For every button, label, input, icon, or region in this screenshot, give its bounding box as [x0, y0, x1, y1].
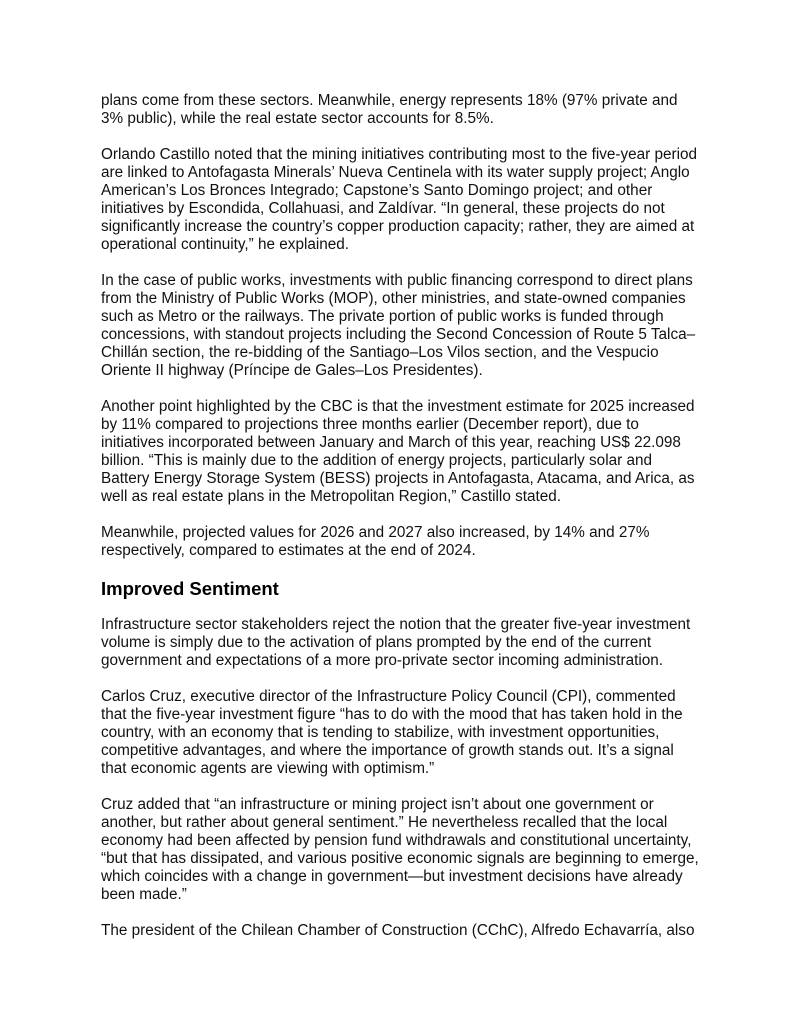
- paragraph-projections-2026-2027: Meanwhile, projected values for 2026 and 2027 also increased, by 14% and 27% respectively, compared to estimates at the end of 2024.: [101, 524, 650, 559]
- paragraph-mining-initiatives: Orlando Castillo noted that the mining initiatives contributing most to the five-year period are linked to Antofagasta Minerals’ Nueva Centinela with its water supply project; Anglo American’s Los Bronces Integrado; Capstone’s Santo Domingo project; and other initiatives by Escondida, Collahuasi, and Zaldívar. “In general, these projects do not significantly increase the country’s copper production capacity; rather, they are aimed at operational continuity,” he explained.: [101, 146, 698, 253]
- paragraph-carlos-cruz: Carlos Cruz, executive director of the Infrastructure Policy Council (CPI), commented that the five-year investment figure “has to do with the mood that has taken hold in the country, with an economy that is tending to stabilize, with investment opportunities, competitive advantages, and where the importance of growth stands out. It’s a signal that economic agents are viewing with optimism.”: [101, 688, 683, 777]
- article-body: [101, 92, 701, 958]
- paragraph-cchc-president: The president of the Chilean Chamber of Construction (CChC), Alfredo Echavarría, also: [101, 922, 695, 939]
- paragraph-cruz-added: Cruz added that “an infrastructure or mining project isn’t about one government or another, but rather about general sentiment.” He nevertheless recalled that the local economy had been affected by pension fund withdrawals and constitutional uncertainty, “but that has dissipated, and various positive economic signals are beginning to emerge, which coincides with a change in government—but investment decisions have already been made.”: [101, 796, 699, 903]
- paragraph-energy-real-estate: plans come from these sectors. Meanwhile, energy represents 18% (97% private and 3% public), while the real estate sector accounts for 8.5%.: [101, 92, 678, 127]
- paragraph-investment-estimate-2025: Another point highlighted by the CBC is that the investment estimate for 2025 increased by 11% compared to projections three months earlier (December report), due to initiatives incorporated between January and March of this year, reaching US$ 22.098 billion. “This is mainly due to the addition of energy projects, particularly solar and Battery Energy Storage System (BESS) projects in Antofagasta, Atacama, and Arica, as well as real estate plans in the Metropolitan Region,” Castillo stated.: [101, 398, 695, 505]
- section-heading: Improved Sentiment: [101, 578, 279, 599]
- paragraph-public-works: In the case of public works, investments with public financing correspond to direct plans from the Ministry of Public Works (MOP), other ministries, and state-owned companies such as Metro or the railways. The private portion of public works is funded through concessions, with standout projects including the Second Concession of Route 5 Talca–Chillán section, the re-bidding of the Santiago–Los Vilos section, and the Vespucio Oriente II highway (Príncipe de Gales–Los Presidentes).: [101, 272, 696, 379]
- paragraph-stakeholders: Infrastructure sector stakeholders reject the notion that the greater five-year investment volume is simply due to the activation of plans prompted by the end of the current government and expectations of a more pro-private sector incoming administration.: [101, 616, 691, 669]
